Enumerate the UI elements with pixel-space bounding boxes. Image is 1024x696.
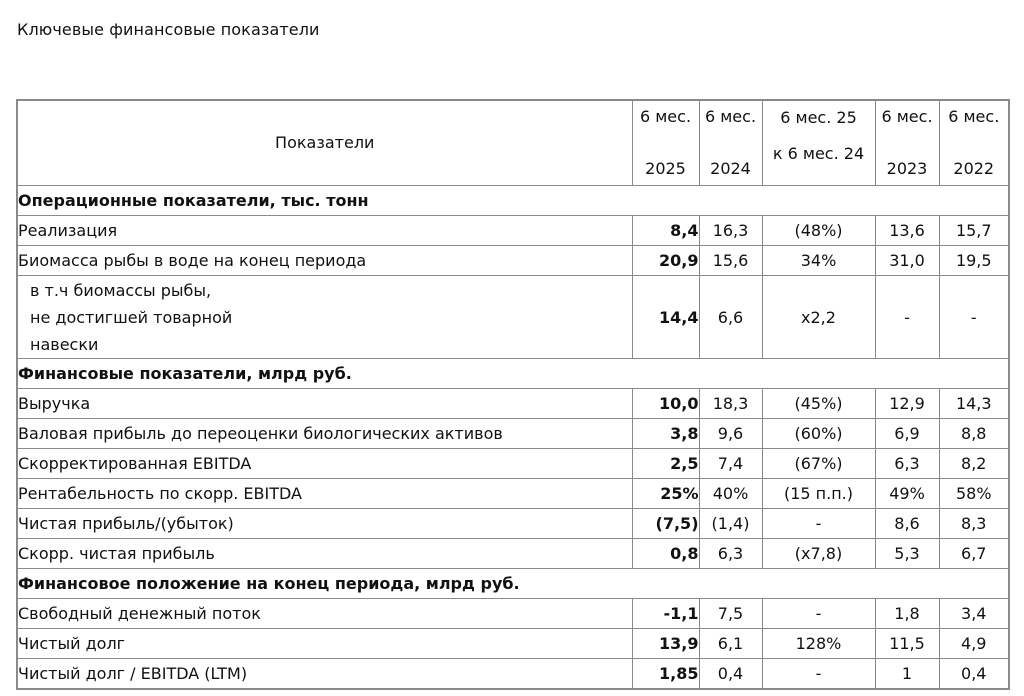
value-2025: -1,1 — [632, 599, 699, 629]
table-header-row — [17, 100, 1009, 186]
value-2024: 40% — [699, 479, 762, 509]
value-2024: 6,3 — [699, 539, 762, 569]
value-2023: 1 — [875, 659, 939, 690]
value-2022: 3,4 — [939, 599, 1009, 629]
table-row — [17, 659, 1009, 690]
row-label: Свободный денежный поток — [17, 599, 632, 629]
value-change: (60%) — [762, 419, 875, 449]
value-2022: 8,2 — [939, 449, 1009, 479]
row-label: в т.ч биомассы рыбы, не достигшей товарной навески — [17, 276, 632, 359]
value-change: - — [762, 509, 875, 539]
value-2022: 15,7 — [939, 216, 1009, 246]
value-2022: 58% — [939, 479, 1009, 509]
value-2023: 49% — [875, 479, 939, 509]
table-row — [17, 389, 1009, 419]
value-change: x2,2 — [762, 276, 875, 359]
value-2024: 16,3 — [699, 216, 762, 246]
value-change: 34% — [762, 246, 875, 276]
value-2025: 10,0 — [632, 389, 699, 419]
value-change: (67%) — [762, 449, 875, 479]
value-2022: 8,3 — [939, 509, 1009, 539]
value-2025: 14,4 — [632, 276, 699, 359]
header-col-2025: 6 мес. 2025 — [632, 100, 699, 186]
financial-table — [16, 99, 1010, 690]
value-2025: 20,9 — [632, 246, 699, 276]
row-label: Рентабельность по скорр. EBITDA — [17, 479, 632, 509]
table-row — [17, 629, 1009, 659]
row-label: Скорр. чистая прибыль — [17, 539, 632, 569]
header-col-2023: 6 мес. 2023 — [875, 100, 939, 186]
row-label: Чистая прибыль/(убыток) — [17, 509, 632, 539]
row-label: Реализация — [17, 216, 632, 246]
value-2023: 8,6 — [875, 509, 939, 539]
value-2022: 14,3 — [939, 389, 1009, 419]
value-2025: 25% — [632, 479, 699, 509]
row-label: Биомасса рыбы в воде на конец периода — [17, 246, 632, 276]
value-2023: 11,5 — [875, 629, 939, 659]
value-2025: 1,85 — [632, 659, 699, 690]
value-change: 128% — [762, 629, 875, 659]
value-2025: 13,9 — [632, 629, 699, 659]
value-2025: (7,5) — [632, 509, 699, 539]
value-2024: 9,6 — [699, 419, 762, 449]
value-2025: 3,8 — [632, 419, 699, 449]
value-2022: 6,7 — [939, 539, 1009, 569]
value-2025: 8,4 — [632, 216, 699, 246]
header-col-change: 6 мес. 25 к 6 мес. 24 — [762, 100, 875, 186]
value-2025: 0,8 — [632, 539, 699, 569]
row-label: Чистый долг / EBITDA (LTM) — [17, 659, 632, 690]
value-change: - — [762, 599, 875, 629]
value-2024: 15,6 — [699, 246, 762, 276]
table-row — [17, 509, 1009, 539]
row-label: Чистый долг — [17, 629, 632, 659]
value-change: (15 п.п.) — [762, 479, 875, 509]
section-title: Финансовое положение на конец периода, млрд руб. — [17, 569, 1009, 599]
page-title: Ключевые финансовые показатели — [17, 20, 320, 39]
table-row — [17, 599, 1009, 629]
value-2024: 0,4 — [699, 659, 762, 690]
row-label: Выручка — [17, 389, 632, 419]
value-2022: - — [939, 276, 1009, 359]
value-2023: 5,3 — [875, 539, 939, 569]
header-indicator: Показатели — [17, 100, 632, 186]
header-col-2022: 6 мес. 2022 — [939, 100, 1009, 186]
value-2024: (1,4) — [699, 509, 762, 539]
value-2022: 8,8 — [939, 419, 1009, 449]
header-col-2024: 6 мес. 2024 — [699, 100, 762, 186]
value-2023: 1,8 — [875, 599, 939, 629]
value-2024: 7,4 — [699, 449, 762, 479]
table-row — [17, 419, 1009, 449]
value-2025: 2,5 — [632, 449, 699, 479]
table-row — [17, 539, 1009, 569]
value-2023: 31,0 — [875, 246, 939, 276]
value-2022: 4,9 — [939, 629, 1009, 659]
table-row — [17, 479, 1009, 509]
value-change: (48%) — [762, 216, 875, 246]
section-row — [17, 186, 1009, 216]
value-2022: 19,5 — [939, 246, 1009, 276]
value-change: - — [762, 659, 875, 690]
value-2023: - — [875, 276, 939, 359]
table-row — [17, 276, 1009, 359]
section-row — [17, 359, 1009, 389]
value-2023: 6,3 — [875, 449, 939, 479]
table-row — [17, 449, 1009, 479]
section-title: Финансовые показатели, млрд руб. — [17, 359, 1009, 389]
row-label: Скорректированная EBITDA — [17, 449, 632, 479]
value-2024: 18,3 — [699, 389, 762, 419]
table-row — [17, 216, 1009, 246]
value-2024: 6,1 — [699, 629, 762, 659]
value-change: (45%) — [762, 389, 875, 419]
value-2023: 6,9 — [875, 419, 939, 449]
value-2024: 7,5 — [699, 599, 762, 629]
value-change: (x7,8) — [762, 539, 875, 569]
value-2024: 6,6 — [699, 276, 762, 359]
value-2023: 12,9 — [875, 389, 939, 419]
value-2023: 13,6 — [875, 216, 939, 246]
section-row — [17, 569, 1009, 599]
row-label: Валовая прибыль до переоценки биологических активов — [17, 419, 632, 449]
value-2022: 0,4 — [939, 659, 1009, 690]
table-row — [17, 246, 1009, 276]
section-title: Операционные показатели, тыс. тонн — [17, 186, 1009, 216]
